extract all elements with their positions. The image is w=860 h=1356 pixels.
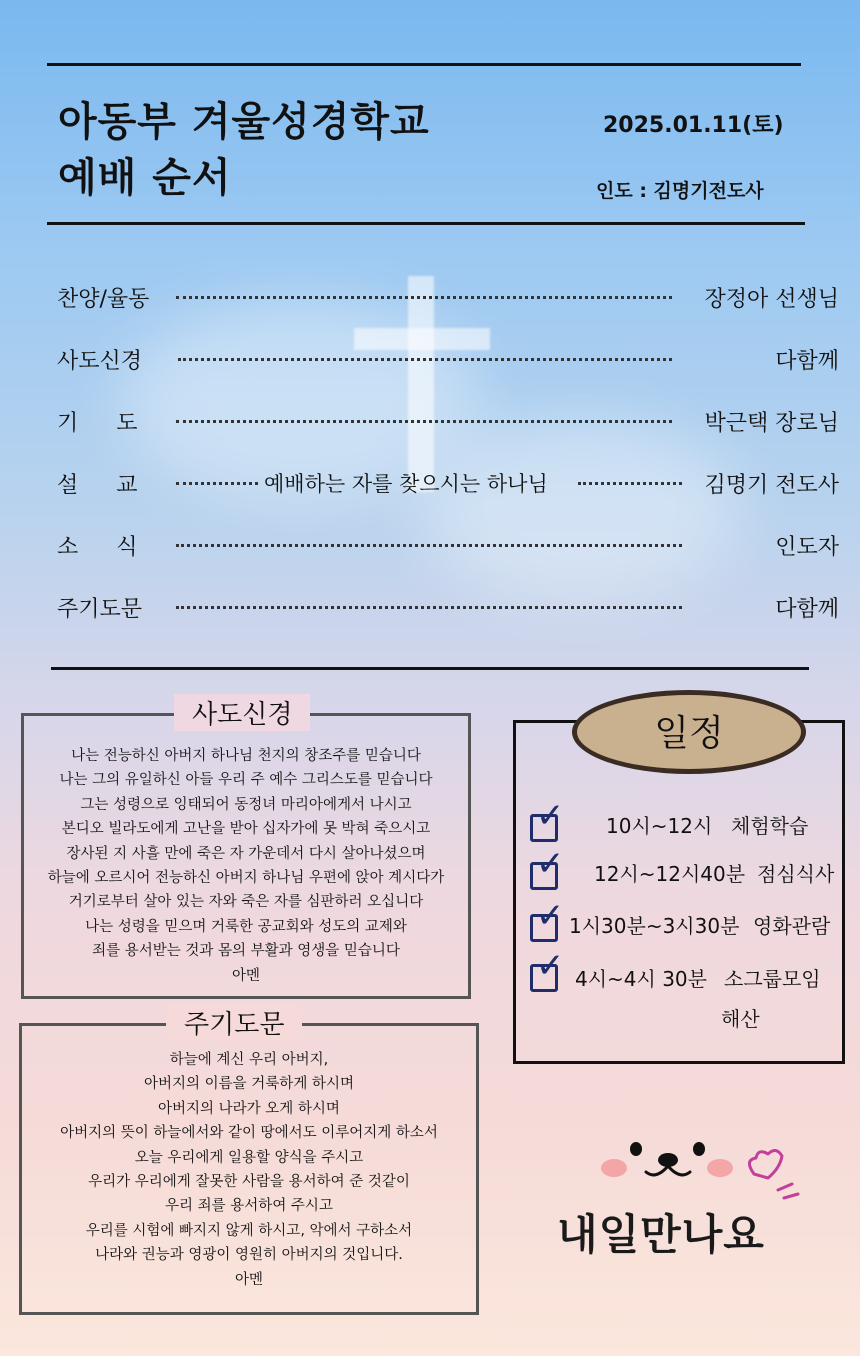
schedule-time: 10시~12시 (606, 814, 713, 838)
schedule-time: 1시30분~3시30분 (569, 914, 740, 938)
order-label: 주기도문 (57, 597, 143, 622)
dotted-leader (178, 358, 672, 361)
order-row (0, 524, 860, 564)
creed-text (24, 744, 468, 988)
service-leader: 인도 : 김명기전도사 (596, 180, 764, 202)
creed-line: 하늘에 오르시어 전능하신 아버지 하나님 우편에 앉아 계시다가 (47, 870, 445, 887)
schedule-activity: 체험학습 (731, 814, 809, 838)
cloud-decoration (420, 420, 740, 600)
title-line-1: 아동부 겨울성경학교 (58, 99, 430, 145)
order-label: 설교 (57, 473, 176, 498)
schedule-time: 12시~12시40분 (594, 862, 746, 886)
schedule-title: 일정 (654, 713, 724, 754)
dotted-leader (578, 482, 682, 485)
schedule-time: 4시~4시 30분 (575, 967, 707, 991)
creed-line: 나는 그의 유일하신 아들 우리 주 예수 그리스도를 믿습니다 (59, 772, 433, 789)
order-row (0, 338, 860, 378)
creed-line: 나는 전능하신 아버지 하나님 천지의 창조주를 믿습니다 (71, 748, 421, 764)
schedule-title-plaque (572, 690, 806, 774)
creed-title: 사도신경 (174, 694, 310, 731)
prayer-title: 주기도문 (166, 1004, 302, 1041)
order-person: 박근택 장로님 (704, 411, 839, 436)
section-divider (51, 667, 809, 670)
checkmark-icon: ✓ (536, 896, 565, 936)
order-label: 사도신경 (57, 349, 143, 374)
creed-line: 나는 성령을 믿으며 거룩한 공교회와 성도의 교제와 (85, 918, 407, 935)
prayer-line: 우리를 시험에 빠지지 않게 하시고, 악에서 구하소서 (85, 1222, 413, 1239)
page-title (58, 94, 430, 206)
prayer-line: 아버지의 뜻이 하늘에서와 같이 땅에서도 이루어지게 하소서 (60, 1125, 438, 1142)
creed-line: 거기로부터 살아 있는 자와 죽은 자를 심판하러 오십니다 (68, 894, 424, 911)
creed-line: 죄를 용서받는 것과 몸의 부활과 영생을 믿습니다 (92, 943, 400, 960)
dotted-leader (176, 296, 672, 299)
prayer-line: 아멘 (234, 1271, 263, 1288)
sermon-title: 예배하는 자를 찾으시는 하나님 (264, 472, 548, 496)
order-row (0, 276, 860, 316)
dotted-leader (176, 420, 672, 423)
checkmark-icon: ✓ (536, 946, 565, 986)
order-row (0, 400, 860, 440)
order-person: 김명기 전도사 (704, 473, 839, 498)
creed-box (21, 700, 471, 999)
order-label: 기도 (57, 411, 176, 436)
order-row (0, 462, 860, 502)
prayer-line: 우리 죄를 용서하여 주시고 (165, 1198, 333, 1215)
dotted-leader (176, 482, 258, 485)
service-date: 2025.01.11(토) (603, 113, 784, 138)
order-label: 찬양/율동 (57, 287, 150, 312)
creed-line: 아멘 (231, 967, 260, 984)
smiling-face-icon (596, 1132, 816, 1212)
prayer-box (19, 1010, 479, 1315)
creed-line: 본디오 빌라도에게 고난을 받아 십자가에 못 박혀 죽으시고 (61, 821, 431, 838)
top-divider (47, 63, 801, 66)
schedule-activity: 점심식사 (757, 862, 835, 886)
dotted-leader (176, 606, 682, 609)
order-person: 다함께 (775, 349, 839, 374)
schedule-activity: 소그룹모임 (724, 967, 821, 991)
order-label: 소식 (57, 535, 176, 560)
order-person: 인도자 (775, 535, 839, 560)
dotted-leader (176, 544, 682, 547)
order-person: 장정아 선생님 (704, 287, 839, 312)
prayer-line: 아버지의 이름을 거룩하게 하시며 (144, 1076, 354, 1093)
prayer-line: 나라와 권능과 영광이 영원히 아버지의 것입니다. (95, 1247, 403, 1264)
prayer-line: 오늘 우리에게 일용할 양식을 주시고 (134, 1149, 364, 1166)
title-line-2: 예배 순서 (58, 155, 232, 201)
prayer-line: 아버지의 나라가 오게 하시며 (158, 1100, 340, 1117)
prayer-text (22, 1048, 476, 1292)
creed-line: 그는 성령으로 잉태되어 동정녀 마리아에게서 나시고 (80, 796, 412, 813)
checkmark-icon: ✓ (536, 844, 565, 884)
schedule-activity: 영화관람 (753, 914, 831, 938)
schedule-closing: 해산 (721, 1007, 760, 1031)
order-person: 다함께 (775, 597, 839, 622)
prayer-line: 우리가 우리에게 잘못한 사람을 용서하여 준 것같이 (88, 1174, 410, 1191)
order-row (0, 586, 860, 626)
farewell-text: 내일만나요 (557, 1210, 765, 1259)
prayer-line: 하늘에 계신 우리 아버지, (169, 1052, 329, 1068)
checkmark-icon: ✓ (536, 796, 565, 836)
creed-line: 장사된 지 사흘 만에 죽은 자 가운데서 다시 살아나셨으며 (66, 845, 426, 862)
header-divider (47, 222, 805, 225)
